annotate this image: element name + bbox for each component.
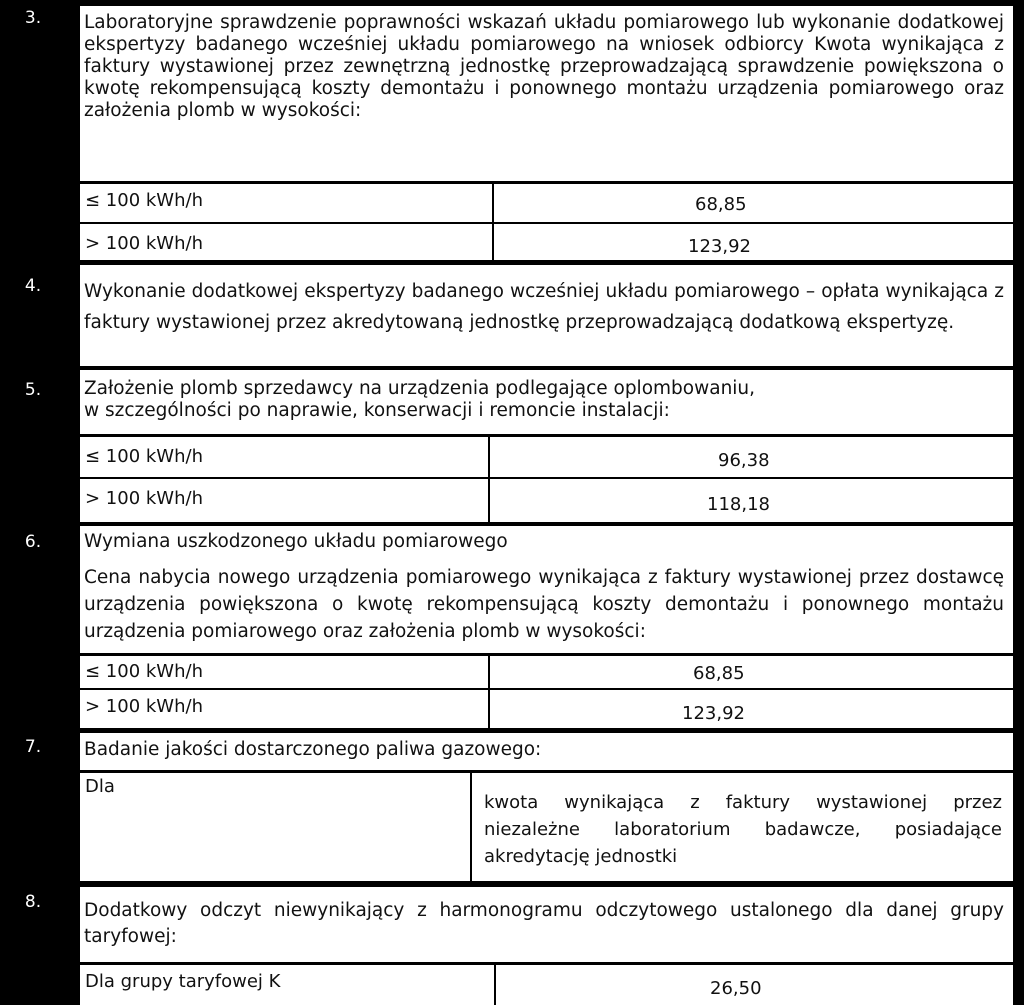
- row-4-description: Wykonanie dodatkowej ekspertyzy badanego wcześniej układu pomiarowego – opłata wynikająca z faktury wystawionej przez akredytowaną jednostkę przeprowadzającą dodatkową ekspertyzę.: [84, 281, 1004, 333]
- row-5-description: Założenie plomb sprzedawcy na urządzenia podlegające oplombowaniu, w szczególności po naprawie, konserwacji i remoncie instalacji:: [84, 378, 756, 421]
- row-number: 4.: [24, 276, 42, 296]
- row-8-item-label: Dla grupy taryfowej K: [85, 971, 281, 992]
- row-6-item-label: ≤ 100 kWh/h: [85, 661, 203, 682]
- row-5-item-value: 118,18: [707, 494, 770, 515]
- row-8-item-value: 26,50: [710, 978, 762, 999]
- row-6-title: Wymiana uszkodzonego układu pomiarowego: [84, 531, 508, 552]
- row-3-item-value: 68,85: [695, 194, 747, 215]
- row-number: 3.: [24, 8, 42, 28]
- row-3-description: Laboratoryjne sprawdzenie poprawności wskazań układu pomiarowego lub wykonanie dodatkowej ekspertyzy badanego wcześniej układu pomiarowego na wniosek odbiorcy Kwota wynikająca z faktury wystawionej przez zewnętrzną jednostkę przeprowadzającą sprawdzenie powiększona o kwotę rekompensującą koszty demontażu i ponownego montażu urządzenia pomiarowego oraz założenia plomb w wysokości:: [84, 12, 1004, 121]
- row-7-item-value: kwota wynikająca z faktury wystawionej przez niezależne laboratorium badawcze, posiadające akredytację jednostki: [484, 792, 1002, 867]
- row-5-item-label: ≤ 100 kWh/h: [85, 446, 203, 467]
- row-6-item-value: 123,92: [682, 703, 745, 724]
- row-6-item-value: 68,85: [693, 663, 745, 684]
- row-3-item-value: 123,92: [688, 236, 751, 257]
- row-8-description: Dodatkowy odczyt niewynikający z harmonogramu odczytowego ustalonego dla danej grupy taryfowej:: [84, 900, 1004, 947]
- row-7-item-label: Dla: [85, 776, 115, 797]
- row-number: 8.: [24, 892, 42, 912]
- row-number: 5.: [24, 380, 42, 400]
- row-number: 6.: [24, 532, 42, 552]
- row-5-item-label: > 100 kWh/h: [85, 488, 203, 509]
- row-3-item-label: > 100 kWh/h: [85, 233, 203, 254]
- row-3-item-label: ≤ 100 kWh/h: [85, 190, 203, 211]
- row-7-description: Badanie jakości dostarczonego paliwa gazowego:: [84, 739, 542, 760]
- row-6-item-label: > 100 kWh/h: [85, 696, 203, 717]
- row-5-item-value: 96,38: [718, 450, 770, 471]
- row-number: 7.: [24, 737, 42, 757]
- row-6-description: Cena nabycia nowego urządzenia pomiarowego wynikająca z faktury wystawionej przez dostawcę urządzenia powiększona o kwotę rekompensującą koszty demontażu i ponownego montażu urządzenia pomiarowego oraz założenia plomb w wysokości:: [84, 567, 1004, 642]
